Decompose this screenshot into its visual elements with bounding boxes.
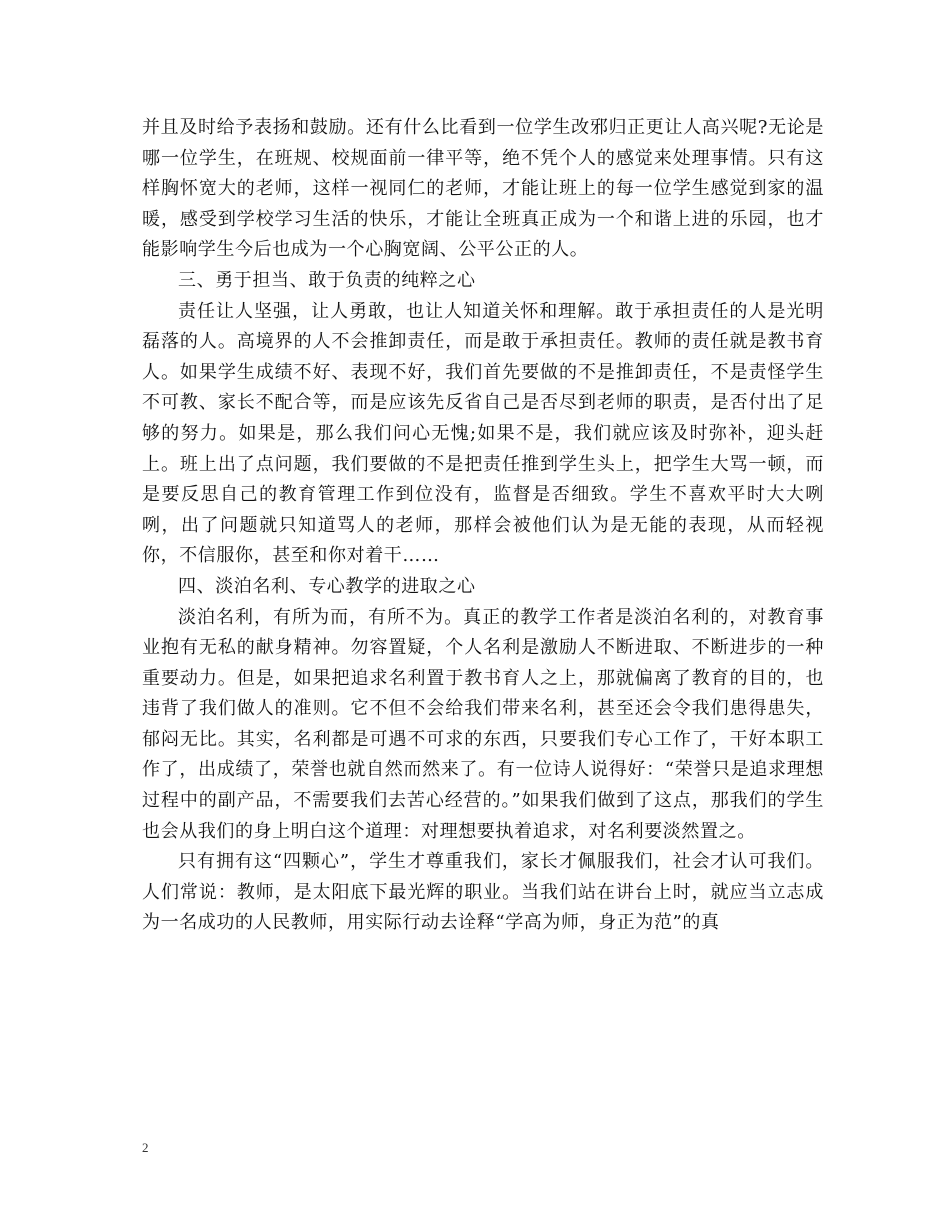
page-number: 2: [142, 1140, 149, 1155]
paragraph-responsibility: 责任让人坚强，让人勇敢，也让人知道关怀和理解。敢于承担责任的人是光明磊落的人。高境界的人不会推卸责任，而是敢于承担责任。教师的责任就是教书育人。如果学生成绩不好、表现不好，我们首先要做的不是推卸责任，不是责怪学生不可教、家长不配合等，而是应该先反省自己是否尽到老师的职责，是否付出了足够的努力。如果是，那么我们问心无愧;如果不是，我们就应该及时弥补，迎头赶上。班上出了点问题，我们要做的不是把责任推到学生头上，把学生大骂一顿，而是要反思自己的教育管理工作到位没有，监督是否细致。学生不喜欢平时大大咧咧，出了问题就只知道骂人的老师，那样会被他们认为是无能的表现，从而轻视你，不信服你，甚至和你对着干……: [142, 300, 824, 567]
paragraph-continuation: 并且及时给予表扬和鼓励。还有什么比看到一位学生改邪归正更让人高兴呢?无论是哪一位学生，在班规、校规面前一律平等，绝不凭个人的感觉来处理事情。只有这样胸怀宽大的老师，这样一视同仁的老师，才能让班上的每一位学生感觉到家的温暖，感受到学校学习生活的快乐，才能让全班真正成为一个和谐上进的乐园，也才能影响学生今后也成为一个心胸宽阔、公平公正的人。: [142, 117, 824, 261]
paragraph-fame-and-gain: 淡泊名利，有所为而，有所不为。真正的教学工作者是淡泊名利的，对教育事业抱有无私的献身精神。勿容置疑，个人名利是激励人不断进取、不断进步的一种重要动力。但是，如果把追求名利置于教书育人之上，那就偏离了教育的目的，也违背了我们做人的准则。它不但不会给我们带来名利，甚至还会令我们患得患失，郁闷无比。其实，名利都是可遇不可求的东西，只要我们专心工作了，干好本职工作了，出成绩了，荣誉也就自然而然来了。有一位诗人说得好：“荣誉只是追求理想过程中的副产品，不需要我们去苦心经营的。”如果我们做到了这点，那我们的学生也会从我们的身上明白这个道理：对理想要执着追求，对名利要淡然置之。: [142, 606, 824, 842]
document-body: [142, 113, 824, 939]
section-heading-4: 四、淡泊名利、专心教学的进取之心: [178, 575, 476, 597]
section-heading-3: 三、勇于担当、敢于负责的纯粹之心: [178, 269, 476, 291]
paragraph-conclusion: 只有拥有这“四颗心”，学生才尊重我们，家长才佩服我们，社会才认可我们。人们常说：教师，是太阳底下最光辉的职业。当我们站在讲台上时，就应当立志成为一名成功的人民教师，用实际行动去诠释“学高为师，身正为范”的真: [142, 851, 824, 934]
